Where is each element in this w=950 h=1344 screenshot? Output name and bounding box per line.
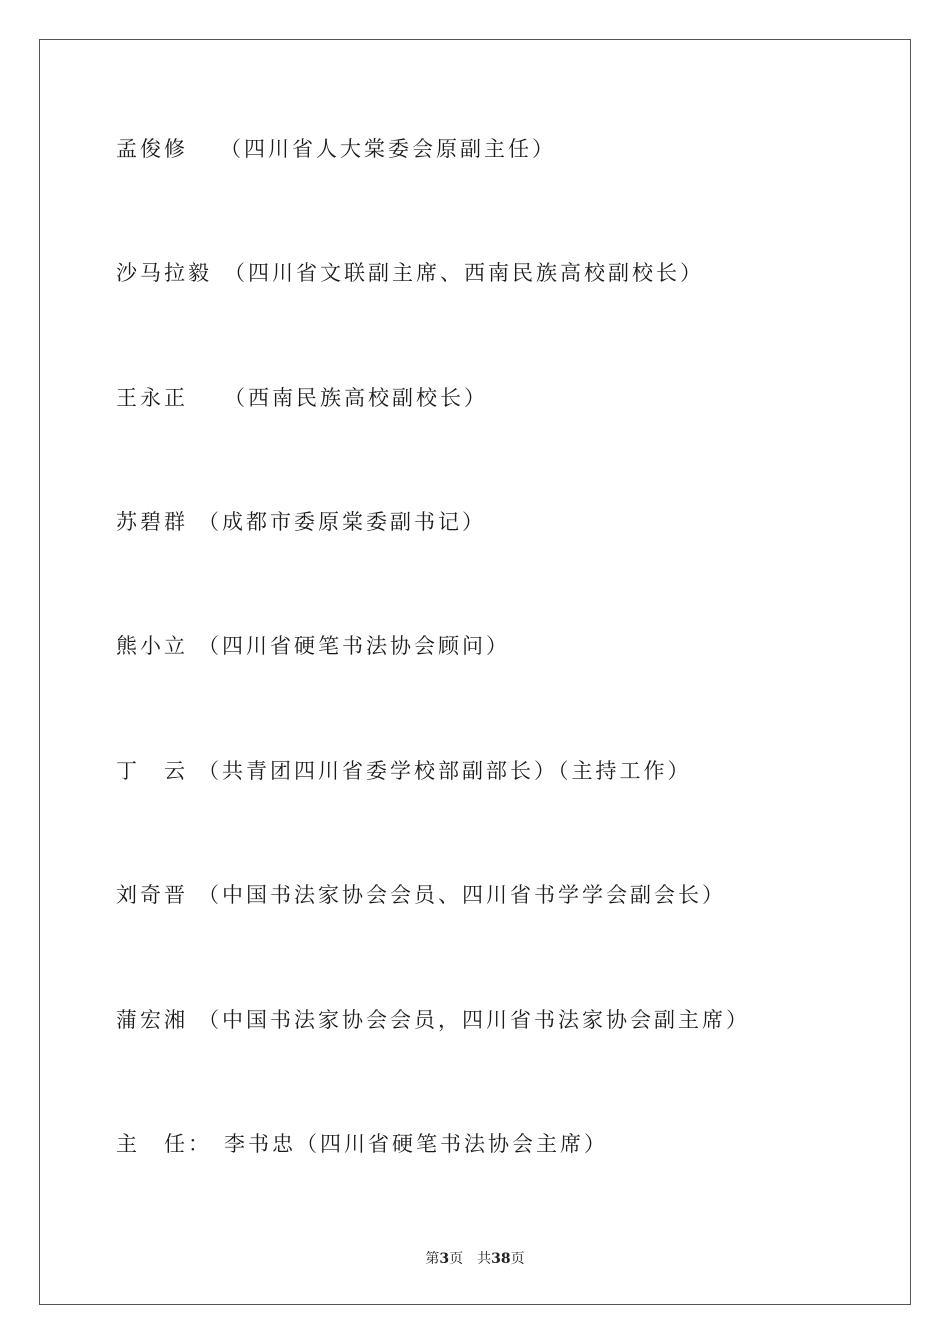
list-item [116,881,726,909]
member-name: 王永正 [116,386,188,410]
member-role: （共青团四川省委学校部副部长）（主持工作） [198,759,692,783]
member-role: （四川省人大棠委会原副主任） [220,137,556,161]
member-name: 丁 云 [116,759,188,783]
member-name: 沙马拉毅 [116,261,212,285]
list-item [116,259,704,287]
page-footer [0,1248,950,1268]
page-border [39,39,911,1305]
member-role: （西南民族高校副校长） [224,386,488,410]
list-item [116,1006,750,1034]
page-prefix: 第 [425,1251,440,1267]
list-item [116,1130,608,1158]
list-item [116,508,486,536]
director-name-role: 李书忠（四川省硬笔书法协会主席） [224,1132,608,1156]
member-name: 刘奇晋 [116,883,188,907]
total-prefix: 共 [477,1251,492,1267]
total-pages: 38 [491,1251,511,1267]
member-role: （成都市委原棠委副书记） [198,510,486,534]
member-role: （四川省硬笔书法协会顾问） [198,634,510,658]
member-role: （四川省文联副主席、西南民族高校副校长） [224,261,704,285]
member-name: 熊小立 [116,634,188,658]
page-suffix: 页 [449,1251,464,1267]
list-item [116,384,488,412]
list-item [116,757,692,785]
director-label: 主 任： [116,1132,212,1156]
member-name: 孟俊修 [116,137,188,161]
member-name: 蒲宏湘 [116,1008,188,1032]
member-name: 苏碧群 [116,510,188,534]
list-item [116,632,510,660]
total-suffix: 页 [510,1251,525,1267]
member-role: （中国书法家协会会员，四川省书法家协会副主席） [198,1008,750,1032]
page-number: 3 [439,1251,450,1267]
member-role: （中国书法家协会会员、四川省书学学会副会长） [198,883,726,907]
list-item [116,135,556,163]
